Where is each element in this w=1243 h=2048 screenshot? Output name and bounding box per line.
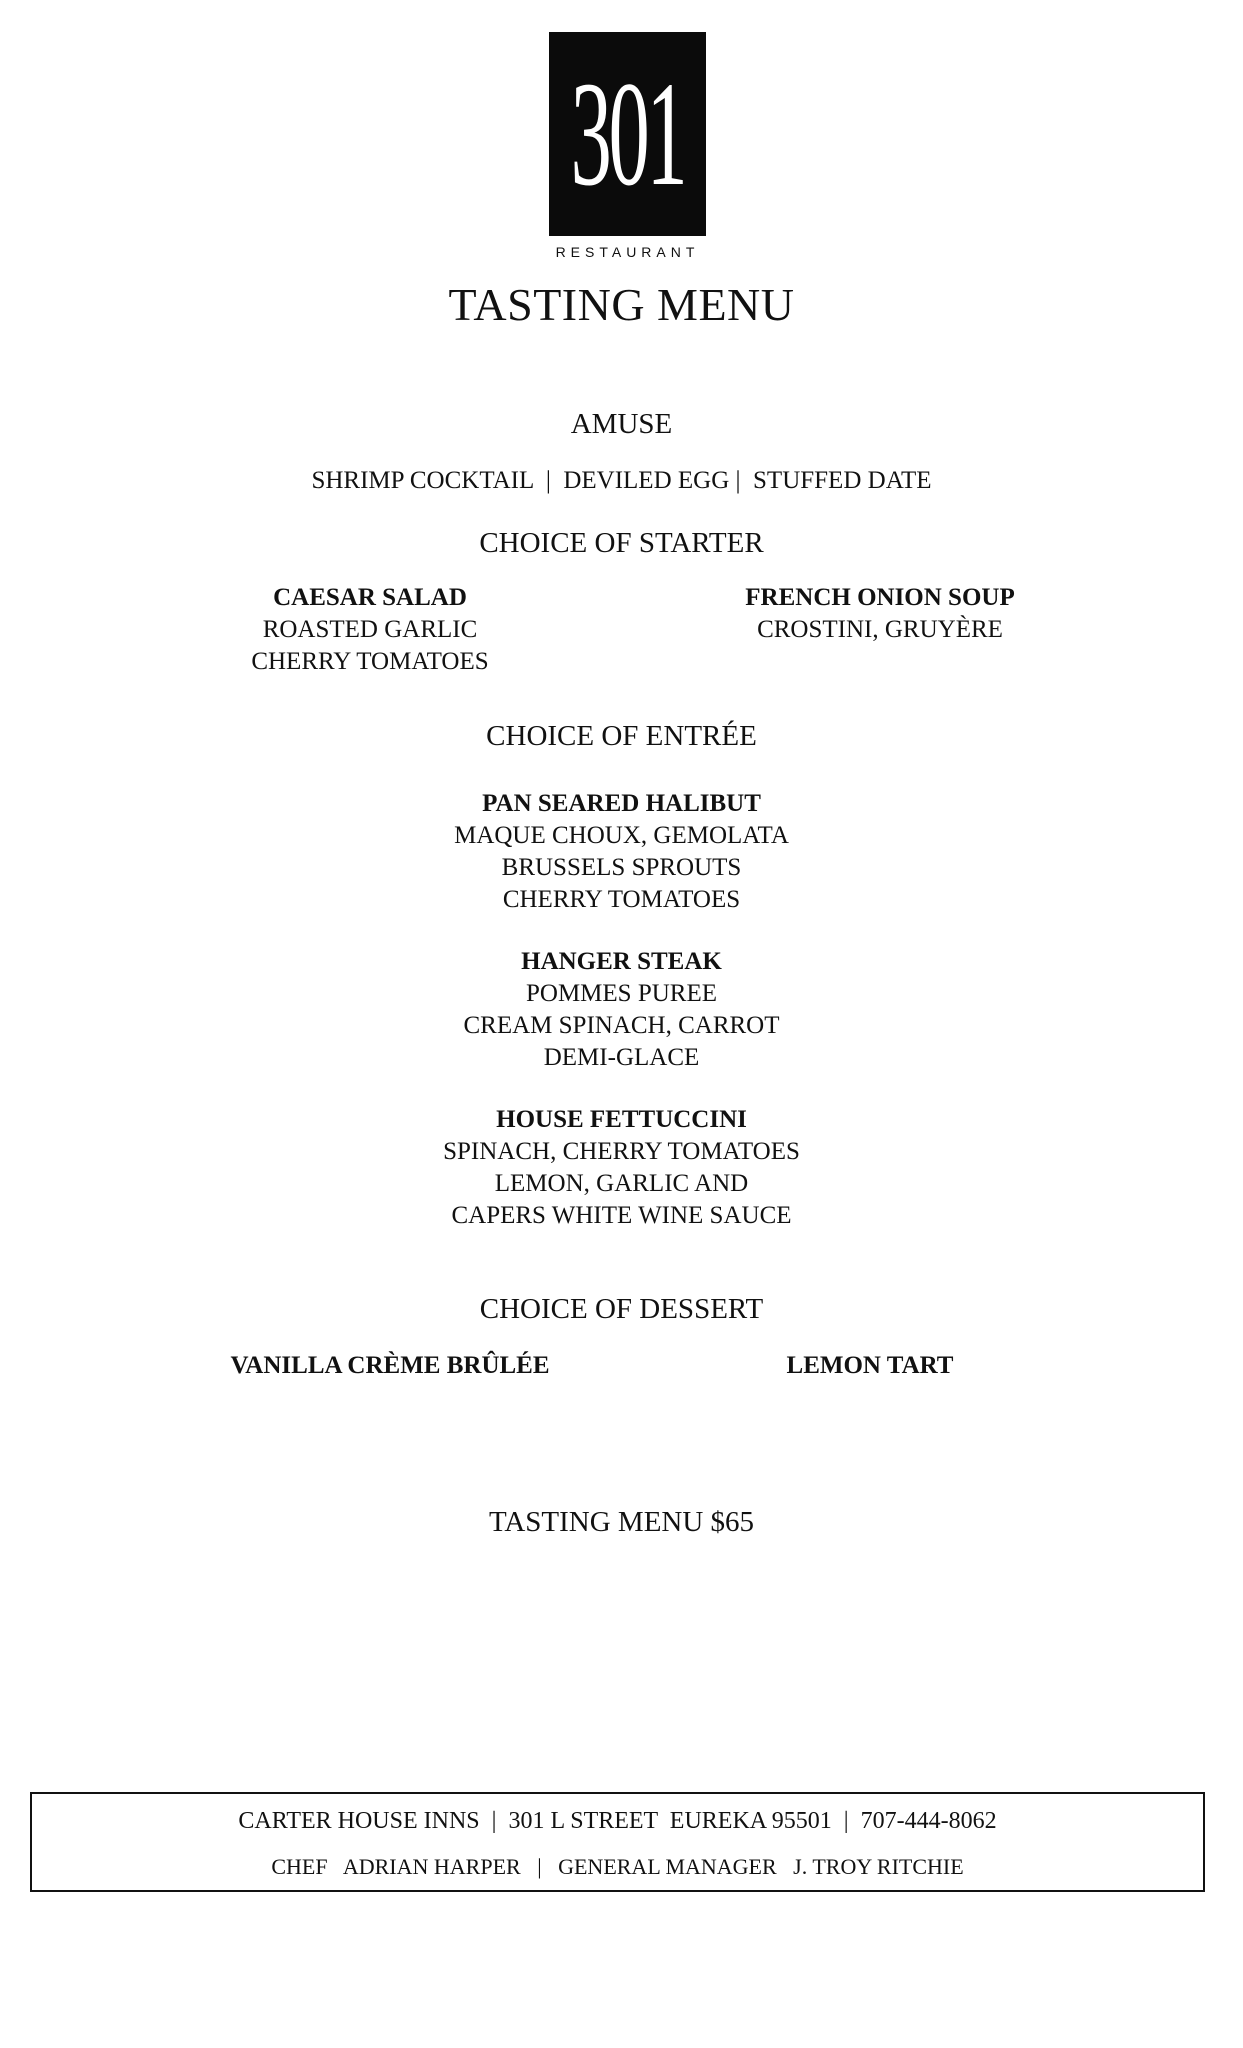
dish-name: FRENCH ONION SOUP [745,584,1015,611]
dish-line: LEMON, GARLIC AND [494,1170,749,1197]
dish-line: MAQUE CHOUX, GEMOLATA [454,822,789,849]
dish-name: CAESAR SALAD [273,584,467,611]
amuse-items: SHRIMP COCKTAIL | DEVILED EGG | STUFFED DATE [311,467,932,494]
dish-name: PAN SEARED HALIBUT [482,790,761,817]
entree-option-hanger-steak [0,946,1243,1074]
dish-line: CROSTINI, GRUYÈRE [757,616,1003,643]
entree-option-fettuccini [0,1104,1243,1232]
logo-subtitle: RESTAURANT [555,244,700,260]
dessert-option-creme-brulee [200,1350,580,1382]
amuse-heading: AMUSE [570,408,673,440]
dish-line: DEMI-GLACE [543,1044,700,1071]
dish-line: SPINACH, CHERRY TOMATOES [443,1138,800,1165]
footer-staff: CHEF ADRIAN HARPER | GENERAL MANAGER J. TROY RITCHIE [271,1854,964,1879]
footer-address: CARTER HOUSE INNS | 301 L STREET EUREKA 95501 | 707-444-8062 [238,1808,997,1834]
dish-line: BRUSSELS SPROUTS [501,854,742,881]
dish-name: HANGER STEAK [521,948,722,975]
dessert-option-lemon-tart [700,1350,1040,1382]
footer-info-box [30,1792,1205,1892]
dessert-heading: CHOICE OF DESSERT [479,1293,764,1325]
dish-name: VANILLA CRÈME BRÛLÉE [230,1352,550,1379]
starter-option-onion-soup [710,582,1050,646]
entree-option-halibut [0,788,1243,916]
starter-option-caesar [200,582,540,678]
starter-heading: CHOICE OF STARTER [479,527,764,559]
dish-line: POMMES PUREE [525,980,717,1007]
page-title: TASTING MENU [448,279,795,330]
logo-number: 301 [570,51,685,217]
dish-line: CHERRY TOMATOES [251,648,489,675]
dish-line: CAPERS WHITE WINE SAUCE [451,1202,792,1229]
dish-line: CHERRY TOMATOES [502,886,741,913]
dish-name: LEMON TART [786,1352,954,1379]
dish-line: ROASTED GARLIC [262,616,478,643]
dish-name: HOUSE FETTUCCINI [496,1106,747,1133]
dish-line: CREAM SPINACH, CARROT [463,1012,780,1039]
restaurant-logo [549,32,706,236]
tasting-menu-price: TASTING MENU $65 [488,1506,755,1538]
entree-heading: CHOICE OF ENTRÉE [486,720,757,752]
